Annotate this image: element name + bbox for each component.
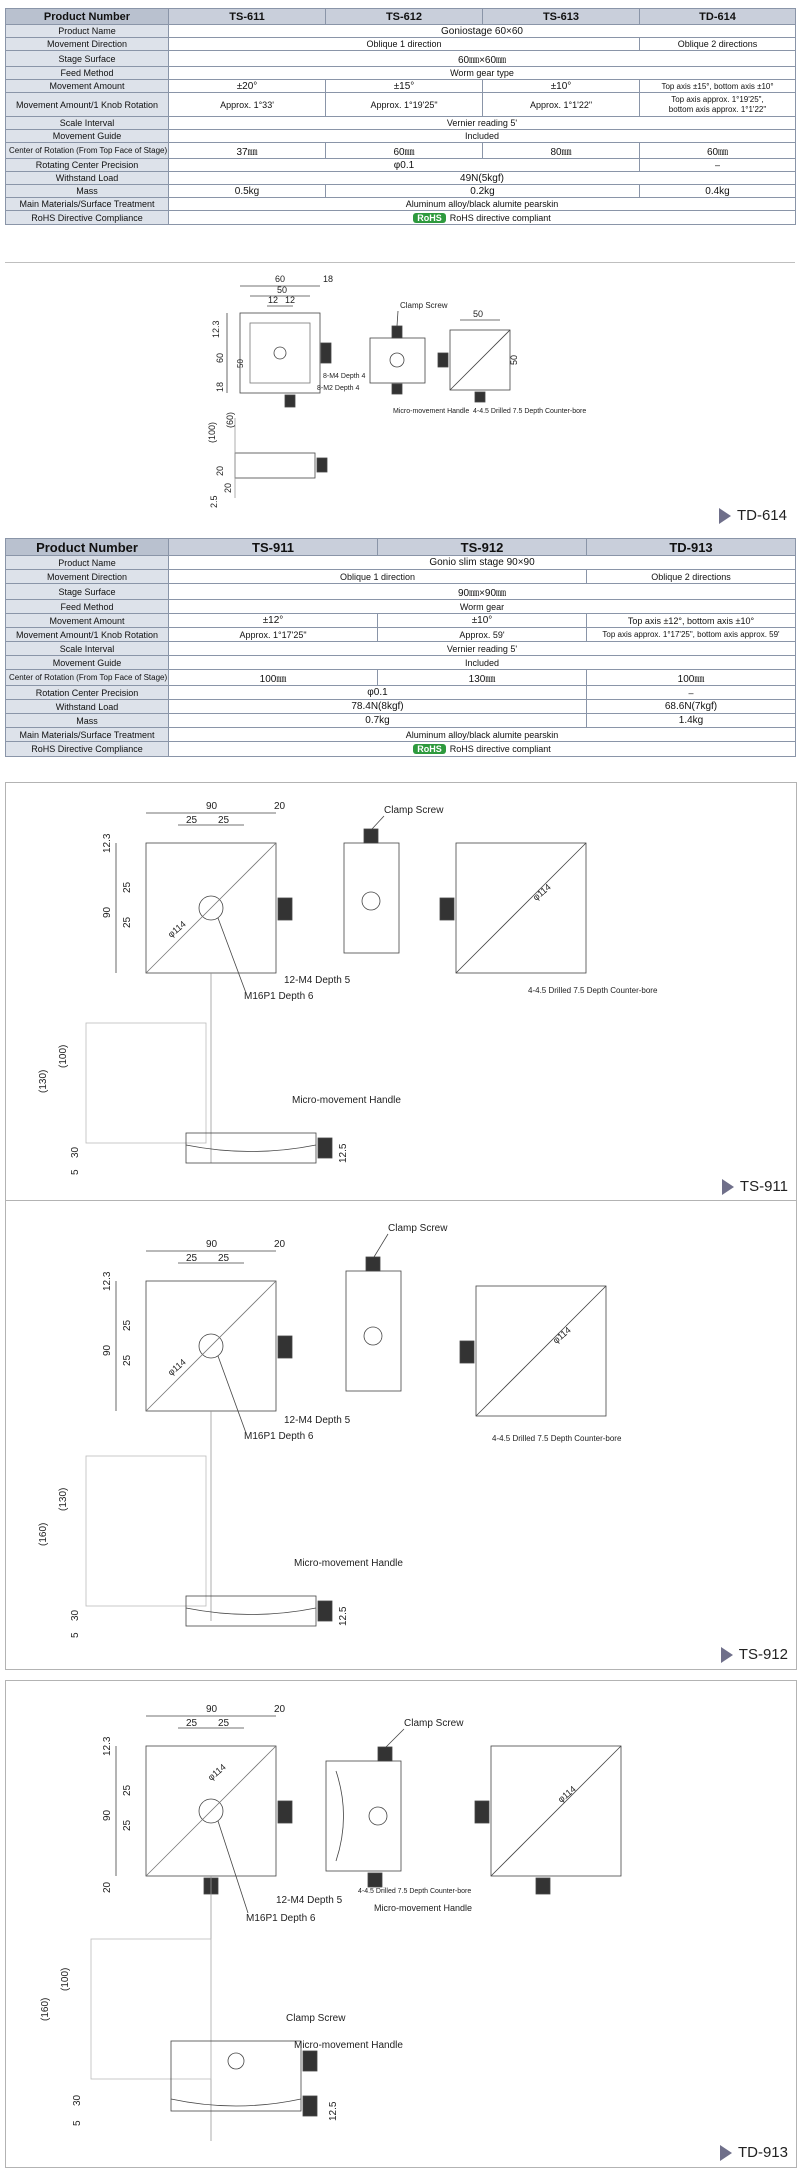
knob-icon (318, 1138, 332, 1158)
dim-label: (100) (58, 1044, 69, 1068)
stage-side-view (326, 1761, 401, 1871)
header-model: TD-913 (587, 539, 796, 556)
dim-label: 25 (122, 916, 133, 928)
header-product-number: Product Number (6, 539, 169, 556)
diagonal-line (476, 1286, 606, 1416)
dim-label: φ114 (550, 1324, 573, 1346)
knob-icon (278, 898, 292, 920)
model-label: TD-614 (736, 507, 787, 524)
cell: Approx. 1°17'25" (169, 628, 378, 642)
cell: Worm gear type (169, 67, 796, 80)
cell: Vernier reading 5' (169, 117, 796, 130)
frame-outline (86, 1456, 206, 1606)
cell (169, 742, 796, 757)
row-label: Stage Surface (6, 51, 169, 67)
row-label: Mass (6, 714, 169, 728)
row-label: Center of Rotation (From Top Face of Stage) (6, 670, 169, 686)
rohs-badge: RoHS (413, 744, 446, 754)
callout-label: M16P1 Depth 6 (244, 991, 314, 1002)
dim-label: 25 (218, 1253, 230, 1264)
dim-label: φ114 (205, 1761, 228, 1783)
model-tag (720, 2144, 788, 2161)
knob-icon (317, 458, 327, 472)
row-label: Withstand Load (6, 700, 169, 714)
dim-label: 2.5 (209, 495, 219, 508)
knob-icon (475, 392, 485, 402)
callout-label: Clamp Screw (404, 1718, 464, 1729)
cell: ±12° (169, 614, 378, 628)
leader-line (374, 1234, 388, 1257)
knob-icon (278, 1336, 292, 1358)
drawing-td614 (5, 268, 795, 530)
cell: Oblique 1 direction (169, 38, 640, 51)
cell: 0.4kg (640, 185, 796, 198)
cell: 130㎜ (378, 670, 587, 686)
cell: Included (169, 130, 796, 143)
leader-line (397, 311, 398, 326)
dim-label: 18 (323, 274, 334, 284)
dim-label: 12.3 (211, 320, 221, 338)
diagonal-line (450, 330, 510, 390)
drawing-panel-ts912 (5, 1200, 797, 1670)
cell: φ0.1 (169, 159, 640, 172)
knob-icon (536, 1878, 550, 1894)
dim-label: (100) (60, 1967, 71, 1991)
dim-label: 12 (268, 295, 279, 305)
dim-label: 50 (236, 359, 245, 368)
dim-label: (160) (38, 1522, 49, 1546)
center-hole (390, 353, 404, 367)
cell: 60㎜×60㎜ (169, 51, 796, 67)
callout-label: 8-M4 Depth 4 (323, 373, 366, 380)
stage-front-view (235, 453, 315, 478)
dim-label: 60 (215, 352, 225, 363)
header-product-number: Product Number (6, 9, 169, 25)
cell: Aluminum alloy/black alumite pearskin (169, 728, 796, 742)
dim-label: φ114 (530, 881, 553, 903)
drawing-td614-svg (5, 268, 795, 530)
center-hole (369, 1807, 387, 1825)
frame-outline (91, 1939, 211, 2079)
cell: Top axis ±12°, bottom axis ±10° (587, 614, 796, 628)
model-tag (719, 507, 787, 524)
stage-inner (250, 323, 310, 383)
callout-label: M16P1 Depth 6 (244, 1431, 314, 1442)
dim-label: φ114 (165, 1356, 188, 1378)
callout-label: Clamp Screw (286, 2013, 346, 2024)
knob-icon (368, 1873, 382, 1887)
callout-label: 12-M4 Depth 5 (284, 975, 351, 986)
row-label: Movement Amount (6, 80, 169, 93)
scale-arc (186, 1608, 316, 1615)
row-label: Main Materials/Surface Treatment (6, 728, 169, 742)
knob-icon (378, 1747, 392, 1761)
stage-side-view (370, 338, 425, 383)
dim-label: 90 (206, 1239, 218, 1250)
divider (5, 262, 795, 263)
arrow-icon (721, 1647, 733, 1663)
rohs-badge: RoHS (413, 213, 446, 223)
dim-label: 50 (473, 309, 484, 319)
callout-label: Micro-movement Handle (294, 1558, 403, 1569)
dim-label: 12.3 (102, 833, 113, 853)
dim-label: 90 (102, 1809, 113, 1821)
diagonal-line (146, 1746, 276, 1876)
dim-label: 25 (122, 1784, 133, 1796)
dim-label: 60 (275, 274, 286, 284)
row-label: Movement Guide (6, 130, 169, 143)
row-label: Mass (6, 185, 169, 198)
row-label: Movement Direction (6, 38, 169, 51)
dim-label: 20 (274, 801, 286, 812)
dim-label: 25 (122, 1319, 133, 1331)
dim-label: (60) (225, 411, 235, 428)
cell: 100㎜ (169, 670, 378, 686)
cell (640, 93, 796, 117)
dim-label: (130) (38, 1069, 49, 1093)
dim-label: 12 (285, 295, 296, 305)
drawing-panel-ts911 (5, 782, 797, 1202)
row-label: Product Name (6, 556, 169, 570)
dim-label: 12.3 (102, 1271, 113, 1291)
callout-label: 8-M2 Depth 4 (317, 385, 360, 392)
cell: Gonio slim stage 90×90 (169, 556, 796, 570)
arrow-icon (719, 508, 731, 524)
callout-label: Micro-movement Handle (393, 408, 470, 415)
row-label: RoHS Directive Compliance (6, 742, 169, 757)
dim-label: 30 (70, 1146, 81, 1158)
row-label: Movement Guide (6, 656, 169, 670)
row-label: Scale Interval (6, 642, 169, 656)
cell: Worm gear (169, 600, 796, 614)
drawing-ts912-svg (6, 1201, 794, 1669)
cell: Top axis ±15°, bottom axis ±10° (640, 80, 796, 93)
cell: 37㎜ (169, 143, 326, 159)
cell: φ0.1 (169, 686, 587, 700)
cell: 80㎜ (483, 143, 640, 159)
diagonal-line (456, 843, 586, 973)
dim-label: (100) (207, 421, 217, 443)
dim-label: 12.5 (338, 1606, 349, 1626)
model-tag (721, 1646, 788, 1663)
center-hole (228, 2053, 244, 2069)
stage-side-view (344, 843, 399, 953)
rohs-text: RoHS directive compliant (449, 744, 551, 754)
dim-label: 90 (206, 1704, 218, 1715)
cell (169, 211, 796, 225)
cell: 0.7kg (169, 714, 587, 728)
header-model: TD-614 (640, 9, 796, 25)
row-label: Movement Direction (6, 570, 169, 584)
stage-front-view (171, 2041, 301, 2111)
cell: 90㎜×90㎜ (169, 584, 796, 600)
model-label: TS-911 (739, 1178, 788, 1195)
dim-label: (160) (40, 1997, 51, 2021)
leader-line (218, 1821, 248, 1913)
dim-label: 25 (218, 1718, 230, 1729)
frame-outline (86, 1023, 206, 1143)
scale-arc (171, 2099, 301, 2106)
arrow-icon (720, 2145, 732, 2161)
dim-label: 25 (122, 881, 133, 893)
callout-label: Clamp Screw (400, 301, 448, 310)
model-tag (722, 1178, 788, 1195)
leader-line (372, 816, 384, 829)
dim-label: 90 (206, 801, 218, 812)
scale-arc (186, 1145, 316, 1152)
cell: 68.6N(7kgf) (587, 700, 796, 714)
header-model: TS-613 (483, 9, 640, 25)
callout-label: Clamp Screw (388, 1223, 448, 1234)
cell: 100㎜ (587, 670, 796, 686)
callout-label: Clamp Screw (384, 805, 444, 816)
dim-label: 90 (102, 906, 113, 918)
arrow-icon (722, 1179, 734, 1195)
callout-label: Micro-movement Handle (374, 1903, 473, 1913)
cell: Oblique 2 directions (587, 570, 796, 584)
dim-label: 50 (509, 354, 519, 365)
dim-label: (130) (58, 1487, 69, 1511)
row-label: Movement Amount/1 Knob Rotation (6, 628, 169, 642)
cell: 0.2kg (326, 185, 640, 198)
drawing-panel-td913 (5, 1680, 797, 2168)
knob-icon (392, 326, 402, 338)
drawing-ts911-svg (6, 783, 794, 1201)
knob-icon (366, 1257, 380, 1271)
knob-icon (318, 1601, 332, 1621)
row-label: Scale Interval (6, 117, 169, 130)
cell-line: Top axis approx. 1°19'25", (671, 94, 764, 104)
header-model: TS-611 (169, 9, 326, 25)
row-label: Main Materials/Surface Treatment (6, 198, 169, 211)
center-hole (362, 892, 380, 910)
knob-icon (285, 395, 295, 407)
dim-label: 90 (102, 1344, 113, 1356)
cell: Aluminum alloy/black alumite pearskin (169, 198, 796, 211)
row-label: Feed Method (6, 600, 169, 614)
row-label: Product Name (6, 25, 169, 38)
row-label: Movement Amount (6, 614, 169, 628)
row-label: Rotating Center Precision (6, 159, 169, 172)
diagonal-line (491, 1746, 621, 1876)
cell: Approx. 59' (378, 628, 587, 642)
row-label: Center of Rotation (From Top Face of Stage) (6, 143, 169, 159)
dim-label: 25 (218, 815, 230, 826)
cell: ±10° (483, 80, 640, 93)
rohs-text: RoHS directive compliant (449, 212, 551, 223)
knob-icon (278, 1801, 292, 1823)
knob-icon (392, 384, 402, 394)
cell: 0.5kg (169, 185, 326, 198)
cell: – (640, 159, 796, 172)
dim-label: 25 (122, 1354, 133, 1366)
cell-line: bottom axis approx. 1°1'22" (668, 104, 767, 114)
dim-label: 25 (122, 1819, 133, 1831)
header-model: TS-912 (378, 539, 587, 556)
cell: Approx. 1°19'25" (326, 93, 483, 117)
cell: 60㎜ (640, 143, 796, 159)
dim-label: φ114 (165, 918, 188, 940)
callout-label: M16P1 Depth 6 (246, 1913, 316, 1924)
cell: ±10° (378, 614, 587, 628)
dim-label: 30 (72, 2094, 83, 2106)
cell: Vernier reading 5' (169, 642, 796, 656)
knob-icon (303, 2096, 317, 2116)
cell: Oblique 2 directions (640, 38, 796, 51)
callout-label: 4-4.5 Drilled 7.5 Depth Counter-bore (473, 408, 587, 415)
cell: – (587, 686, 796, 700)
row-label: Feed Method (6, 67, 169, 80)
knob-icon (364, 829, 378, 843)
dim-label: 12.5 (338, 1143, 349, 1163)
model-label: TD-913 (737, 2144, 788, 2161)
callout-label: 4-4.5 Drilled 7.5 Depth Counter-bore (492, 1434, 622, 1443)
center-hole (364, 1327, 382, 1345)
stage-top-view (240, 313, 320, 393)
callout-label: Micro-movement Handle (294, 2040, 403, 2051)
scale-arc (336, 1771, 344, 1861)
spec-table-ts900 (5, 538, 796, 757)
dim-label: 30 (70, 1609, 81, 1621)
knob-icon (303, 2051, 317, 2071)
dim-label: 25 (186, 1718, 198, 1729)
dim-label: 20 (215, 465, 225, 476)
cell: 49N(5kgf) (169, 172, 796, 185)
cell: ±15° (326, 80, 483, 93)
spec-table-ts600 (5, 8, 796, 225)
cell: 78.4N(8kgf) (169, 700, 587, 714)
cell: Oblique 1 direction (169, 570, 587, 584)
dim-label: φ114 (555, 1783, 578, 1805)
callout-label: 12-M4 Depth 5 (284, 1415, 351, 1426)
dim-label: 20 (223, 482, 233, 493)
dim-label: 5 (72, 2120, 83, 2126)
knob-icon (440, 898, 454, 920)
knob-icon (321, 343, 331, 363)
row-label: Movement Amount/1 Knob Rotation (6, 93, 169, 117)
callout-label: 12-M4 Depth 5 (276, 1895, 343, 1906)
cell: Approx. 1°33' (169, 93, 326, 117)
dim-label: 18 (215, 381, 225, 392)
leader-line (218, 918, 246, 993)
dim-label: 25 (186, 1253, 198, 1264)
dim-label: 12.3 (102, 1736, 113, 1756)
row-label: RoHS Directive Compliance (6, 211, 169, 225)
cell: 1.4kg (587, 714, 796, 728)
knob-icon (475, 1801, 489, 1823)
dim-label: 5 (70, 1169, 81, 1175)
model-label: TS-912 (738, 1646, 788, 1663)
diagonal-line (146, 843, 276, 973)
leader-line (386, 1729, 404, 1747)
callout-label: 4-4.5 Drilled 7.5 Depth Counter-bore (528, 986, 658, 995)
dim-label: 12.5 (328, 2101, 339, 2121)
dim-label: 5 (70, 1632, 81, 1638)
callout-label: 4-4.5 Drilled 7.5 Depth Counter-bore (358, 1888, 472, 1895)
dim-label: 20 (274, 1239, 286, 1250)
header-model: TS-612 (326, 9, 483, 25)
header-model: TS-911 (169, 539, 378, 556)
drawing-td913-svg (6, 1681, 794, 2167)
knob-icon (460, 1341, 474, 1363)
row-label: Rotation Center Precision (6, 686, 169, 700)
stage-side-view (346, 1271, 401, 1391)
leader-line (218, 1356, 246, 1433)
dim-label: 20 (102, 1881, 113, 1893)
cell: ±20° (169, 80, 326, 93)
cell: Top axis approx. 1°17'25", bottom axis approx. 59' (587, 628, 796, 642)
cell: Approx. 1°1'22" (483, 93, 640, 117)
diagonal-line (146, 1281, 276, 1411)
callout-label: Micro-movement Handle (292, 1095, 401, 1106)
row-label: Withstand Load (6, 172, 169, 185)
knob-icon (438, 353, 448, 367)
cell: Goniostage 60×60 (169, 25, 796, 38)
dim-label: 50 (277, 285, 288, 295)
center-hole (274, 347, 286, 359)
cell: 60㎜ (326, 143, 483, 159)
dim-label: 25 (186, 815, 198, 826)
dim-label: 20 (274, 1704, 286, 1715)
row-label: Stage Surface (6, 584, 169, 600)
cell: Included (169, 656, 796, 670)
